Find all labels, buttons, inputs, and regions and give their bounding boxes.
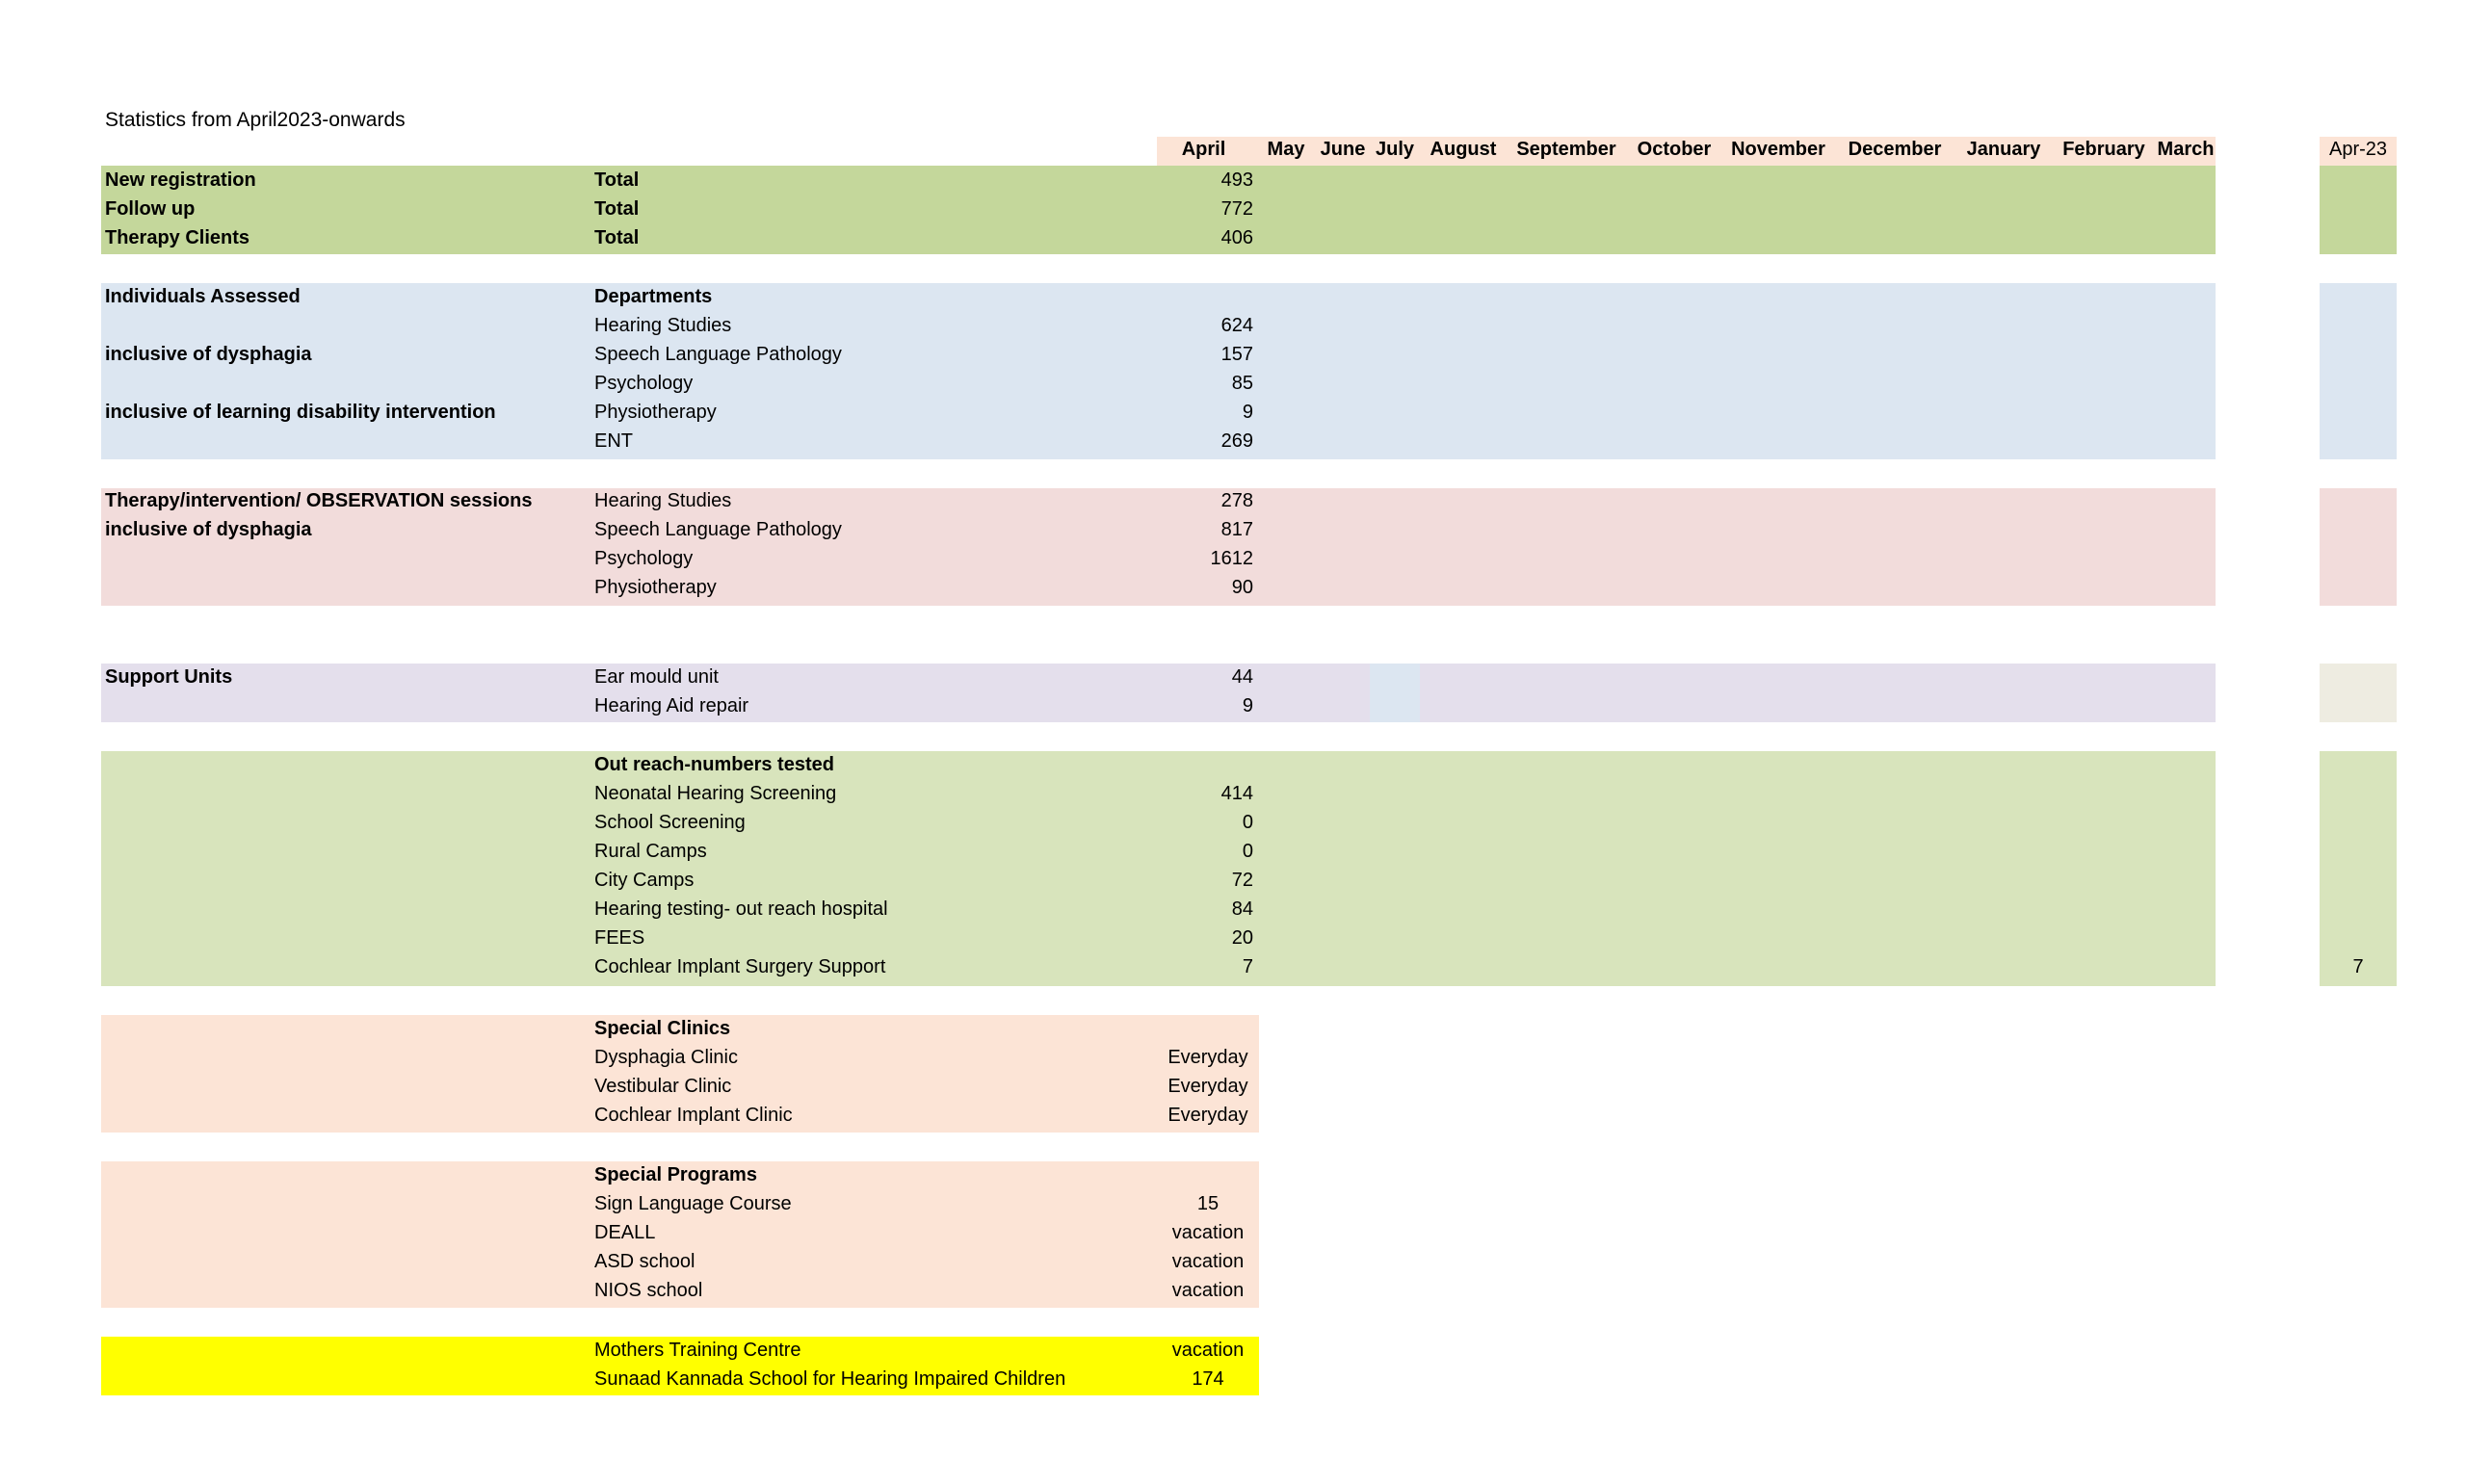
special-clinics-header: Special Clinics — [594, 1018, 731, 1039]
special-clinic-name: Vestibular Clinic — [594, 1076, 732, 1097]
special-program-value: vacation — [1171, 1251, 1245, 1272]
yellow-row-name: Mothers Training Centre — [594, 1340, 801, 1361]
outreach-april-value: 0 — [1242, 812, 1253, 833]
month-header-november: November — [1731, 139, 1825, 160]
assessed-dept: Speech Language Pathology — [594, 344, 842, 365]
month-header-april: April — [1181, 139, 1226, 160]
yellow-row-value: vacation — [1171, 1340, 1245, 1361]
totals-april-value: 406 — [1220, 227, 1253, 248]
therapy-april-value: 817 — [1220, 519, 1253, 540]
support-unit: Ear mould unit — [594, 666, 719, 688]
outreach-summary-band — [2320, 751, 2397, 986]
special-clinic-name: Dysphagia Clinic — [594, 1047, 738, 1068]
assessed-dept: Hearing Studies — [594, 315, 732, 336]
support-unit: Hearing Aid repair — [594, 695, 749, 716]
outreach-item: Hearing testing- out reach hospital — [594, 898, 888, 920]
therapy-dept: Psychology — [594, 548, 694, 569]
special-clinic-value: Everyday — [1167, 1105, 1248, 1126]
assessed-label: Individuals Assessed — [105, 286, 301, 307]
totals-sub: Total — [594, 198, 640, 220]
totals-sub: Total — [594, 169, 640, 191]
assessed-april-value: 269 — [1220, 430, 1253, 452]
special-program-name: DEALL — [594, 1222, 656, 1243]
yellow-row-value: 174 — [1192, 1368, 1224, 1390]
month-header-october: October — [1637, 139, 1712, 160]
outreach-item: Neonatal Hearing Screening — [594, 783, 837, 804]
totals-sub: Total — [594, 227, 640, 248]
assessed-dept: Psychology — [594, 373, 694, 394]
special-program-name: Sign Language Course — [594, 1193, 792, 1214]
month-header-june: June — [1320, 139, 1366, 160]
outreach-april-value: 84 — [1231, 898, 1253, 920]
support-label: Support Units — [105, 666, 233, 688]
therapy-summary-band — [2320, 488, 2397, 606]
therapy-label: Therapy/intervention/ OBSERVATION sessions — [105, 490, 533, 511]
assessed-april-value: 85 — [1231, 373, 1253, 394]
outreach-summary-value: 7 — [2352, 956, 2364, 977]
month-header-december: December — [1848, 139, 1942, 160]
outreach-item: City Camps — [594, 870, 695, 891]
page-title: Statistics from April2023-onwards — [105, 109, 406, 131]
outreach-item: School Screening — [594, 812, 746, 833]
assessed-dept: Physiotherapy — [594, 402, 717, 423]
therapy-note: inclusive of dysphagia — [105, 519, 312, 540]
month-header-july: July — [1375, 139, 1415, 160]
month-header-august: August — [1430, 139, 1497, 160]
special-program-value: vacation — [1171, 1280, 1245, 1301]
outreach-april-value: 0 — [1242, 841, 1253, 862]
special-programs-header: Special Programs — [594, 1164, 757, 1185]
assessed-note: inclusive of dysphagia — [105, 344, 312, 365]
totals-label: New registration — [105, 169, 256, 191]
therapy-dept: Physiotherapy — [594, 577, 717, 598]
support-ear-mould-highlight — [1370, 664, 1420, 722]
special-clinic-value: Everyday — [1167, 1076, 1248, 1097]
outreach-april-value: 20 — [1231, 927, 1253, 949]
therapy-april-value: 278 — [1220, 490, 1253, 511]
support-summary-band — [2320, 664, 2397, 722]
assessed-april-value: 624 — [1220, 315, 1253, 336]
outreach-item: Rural Camps — [594, 841, 707, 862]
therapy-dept: Speech Language Pathology — [594, 519, 842, 540]
assessed-summary-band — [2320, 283, 2397, 459]
therapy-april-value: 1612 — [1210, 548, 1253, 569]
special-program-name: NIOS school — [594, 1280, 703, 1301]
month-header-march: March — [2157, 139, 2215, 160]
outreach-header: Out reach-numbers tested — [594, 754, 834, 775]
special-clinic-name: Cochlear Implant Clinic — [594, 1105, 793, 1126]
totals-april-value: 772 — [1220, 198, 1253, 220]
totals-april-value: 493 — [1220, 169, 1253, 191]
assessed-departments-header: Departments — [594, 286, 713, 307]
therapy-april-value: 90 — [1231, 577, 1253, 598]
special-program-value: 15 — [1196, 1193, 1220, 1214]
special-program-name: ASD school — [594, 1251, 695, 1272]
outreach-item: FEES — [594, 927, 645, 949]
assessed-dept: ENT — [594, 430, 633, 452]
support-april-value: 9 — [1242, 695, 1253, 716]
totals-label: Follow up — [105, 198, 196, 220]
outreach-item: Cochlear Implant Surgery Support — [594, 956, 886, 977]
summary-header: Apr-23 — [2328, 139, 2388, 160]
totals-summary-band — [2320, 166, 2397, 254]
month-header-september: September — [1516, 139, 1616, 160]
month-header-january: January — [1966, 139, 2041, 160]
outreach-april-value: 72 — [1231, 870, 1253, 891]
month-header-may: May — [1267, 139, 1305, 160]
assessed-april-value: 157 — [1220, 344, 1253, 365]
special-clinic-value: Everyday — [1167, 1047, 1248, 1068]
assessed-note: inclusive of learning disability intervention — [105, 402, 496, 423]
totals-label: Therapy Clients — [105, 227, 250, 248]
therapy-dept: Hearing Studies — [594, 490, 732, 511]
support-april-value: 44 — [1231, 666, 1253, 688]
outreach-april-value: 414 — [1220, 783, 1253, 804]
assessed-april-value: 9 — [1242, 402, 1253, 423]
month-header-february: February — [2062, 139, 2145, 160]
outreach-april-value: 7 — [1242, 956, 1253, 977]
special-program-value: vacation — [1171, 1222, 1245, 1243]
yellow-row-name: Sunaad Kannada School for Hearing Impaired Children — [594, 1368, 1066, 1390]
